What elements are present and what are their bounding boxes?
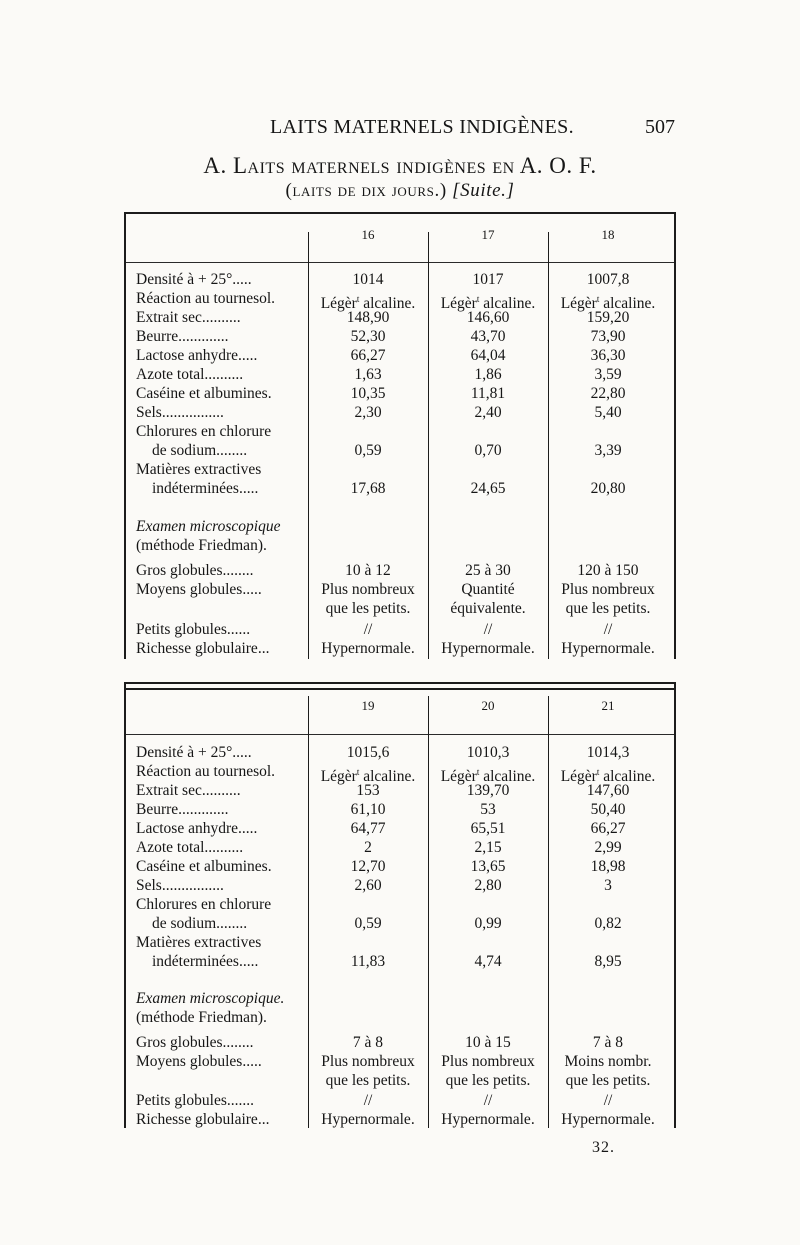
label-densite: Densité à + 25°..... (136, 744, 252, 761)
cell-sels: 2,60 (354, 877, 382, 894)
cell-azote: 1,86 (474, 366, 502, 383)
cell-matieres: 20,80 (590, 480, 626, 497)
cell-sels: 5,40 (594, 404, 622, 421)
signature-mark: 32. (592, 1139, 615, 1156)
label-caseine: Caséine et albumines. (136, 385, 272, 402)
column-number-17: 17 (481, 227, 495, 242)
cell-chlorures: 0,59 (354, 915, 382, 932)
label-azote: Azote total.......... (136, 366, 244, 383)
cell-extrait: 146,60 (466, 309, 510, 326)
label-beurre: Beurre............. (136, 328, 229, 345)
label-extrait: Extrait sec.......... (136, 309, 241, 326)
label-chlorures: Chlorures en chlorure (136, 896, 272, 913)
cell-moyens-1: Plus nombreux (321, 581, 415, 598)
cell-extrait: 153 (356, 782, 380, 799)
data-table-2 (124, 682, 676, 1128)
label-chlorures: Chlorures en chlorure (136, 423, 272, 440)
cell-extrait: 148,90 (346, 309, 390, 326)
cell-petits: // (483, 1092, 493, 1109)
cell-azote: 2 (364, 839, 372, 856)
cell-sels: 2,40 (474, 404, 502, 421)
label-densite: Densité à + 25°..... (136, 271, 252, 288)
label-examen: Examen microscopique. (136, 990, 285, 1007)
cell-caseine: 11,81 (470, 385, 506, 402)
column-number-19: 19 (361, 698, 375, 713)
cell-lactose: 66,27 (590, 820, 626, 837)
cell-moyens-1: Moins nombr. (564, 1053, 652, 1070)
label-sels: Sels................ (136, 404, 224, 421)
cell-chlorures: 0,70 (474, 442, 502, 459)
cell-azote: 3,59 (594, 366, 622, 383)
label-reaction: Réaction au tournesol. (136, 290, 276, 307)
cell-matieres: 4,74 (474, 953, 502, 970)
cell-reaction: Légèr$^t$ alcaline. (320, 294, 416, 313)
cell-moyens-1: Plus nombreux (561, 581, 655, 598)
column-number-20: 20 (481, 698, 495, 713)
label-petits: Petits globules...... (136, 621, 251, 638)
cell-beurre: 43,70 (470, 328, 506, 345)
label-lactose: Lactose anhydre..... (136, 820, 258, 837)
cell-moyens-2: que les petits. (325, 600, 411, 617)
cell-richesse: Hypernormale. (321, 1111, 415, 1128)
cell-chlorures: 0,82 (594, 915, 622, 932)
label-petits: Petits globules....... (136, 1092, 254, 1109)
label-caseine: Caséine et albumines. (136, 858, 272, 875)
cell-petits: // (603, 621, 613, 638)
cell-azote: 2,15 (474, 839, 502, 856)
cell-richesse: Hypernormale. (561, 640, 655, 657)
label-moyens: Moyens globules..... (136, 581, 262, 598)
label-gros: Gros globules........ (136, 1034, 254, 1051)
cell-reaction: Légèr$^t$ alcaline. (560, 767, 656, 786)
label-sodium: de sodium........ (152, 915, 248, 932)
cell-gros: 7 à 8 (592, 1034, 624, 1051)
cell-beurre: 73,90 (590, 328, 626, 345)
cell-richesse: Hypernormale. (321, 640, 415, 657)
cell-richesse: Hypernormale. (561, 1111, 655, 1128)
cell-caseine: 22,80 (590, 385, 626, 402)
label-beurre: Beurre............. (136, 801, 229, 818)
label-matieres: Matières extractives (136, 461, 262, 478)
column-number-16: 16 (361, 227, 375, 242)
column-number-21: 21 (601, 698, 615, 713)
label-richesse: Richesse globulaire... (136, 640, 270, 657)
cell-sels: 2,30 (354, 404, 382, 421)
cell-matieres: 8,95 (594, 953, 622, 970)
label-methode: (méthode Friedman). (136, 1009, 267, 1026)
cell-moyens-2: que les petits. (565, 1072, 651, 1089)
cell-chlorures: 0,99 (474, 915, 502, 932)
cell-petits: // (363, 1092, 373, 1109)
cell-richesse: Hypernormale. (441, 640, 535, 657)
cell-lactose: 65,51 (470, 820, 506, 837)
cell-caseine: 13,65 (470, 858, 506, 875)
cell-extrait: 147,60 (586, 782, 630, 799)
subtitle-suite: [Suite.] (452, 180, 515, 201)
cell-sels: 3 (604, 877, 612, 894)
header-double-rule (126, 688, 674, 690)
label-indeterminees: indéterminées..... (152, 480, 259, 497)
header-rule (126, 262, 674, 263)
label-sodium: de sodium........ (152, 442, 248, 459)
cell-matieres: 11,83 (350, 953, 386, 970)
cell-gros: 10 à 15 (465, 1034, 511, 1051)
cell-chlorures: 0,59 (354, 442, 382, 459)
cell-gros: 7 à 8 (352, 1034, 384, 1051)
label-extrait: Extrait sec.......... (136, 782, 241, 799)
label-examen: Examen microscopique (136, 518, 281, 535)
cell-moyens-1: Plus nombreux (321, 1053, 415, 1070)
cell-extrait: 159,20 (586, 309, 630, 326)
cell-densite: 1007,8 (586, 271, 630, 288)
cell-moyens-2: équivalente. (450, 600, 526, 617)
cell-beurre: 61,10 (350, 801, 386, 818)
running-head-title: LAITS MATERNELS INDIGÈNES. (270, 116, 574, 138)
cell-lactose: 64,77 (350, 820, 386, 837)
cell-reaction: Légèr$^t$ alcaline. (320, 767, 416, 786)
cell-reaction: Légèr$^t$ alcaline. (560, 294, 656, 313)
cell-moyens-2: que les petits. (445, 1072, 531, 1089)
cell-caseine: 12,70 (350, 858, 386, 875)
page-number: 507 (645, 116, 675, 138)
cell-richesse: Hypernormale. (441, 1111, 535, 1128)
column-number-18: 18 (601, 227, 615, 242)
cell-densite: 1017 (472, 271, 504, 288)
cell-moyens-1: Plus nombreux (441, 1053, 535, 1070)
running-head (0, 116, 800, 146)
label-matieres: Matières extractives (136, 934, 262, 951)
label-richesse: Richesse globulaire... (136, 1111, 270, 1128)
cell-densite: 1015,6 (346, 744, 390, 761)
cell-gros: 120 à 150 (577, 562, 639, 579)
label-methode: (méthode Friedman). (136, 537, 267, 554)
title-prefix: A. (203, 153, 233, 178)
cell-petits: // (363, 621, 373, 638)
cell-azote: 2,99 (594, 839, 622, 856)
label-indeterminees: indéterminées..... (152, 953, 259, 970)
cell-chlorures: 3,39 (594, 442, 622, 459)
page-title (0, 153, 800, 179)
cell-lactose: 66,27 (350, 347, 386, 364)
page-subtitle (0, 180, 800, 202)
cell-lactose: 64,04 (470, 347, 506, 364)
title-suffix: A. O. F. (514, 153, 597, 178)
cell-reaction: Légèr$^t$ alcaline. (440, 767, 536, 786)
label-azote: Azote total.......... (136, 839, 244, 856)
cell-densite: 1014 (352, 271, 384, 288)
cell-petits: // (603, 1092, 613, 1109)
cell-extrait: 139,70 (466, 782, 510, 799)
label-lactose: Lactose anhydre..... (136, 347, 258, 364)
cell-moyens-2: que les petits. (565, 600, 651, 617)
cell-moyens-1: Quantité (461, 581, 515, 598)
cell-beurre: 53 (480, 801, 496, 818)
label-gros: Gros globules........ (136, 562, 254, 579)
cell-lactose: 36,30 (590, 347, 626, 364)
cell-petits: // (483, 621, 493, 638)
cell-azote: 1,63 (354, 366, 382, 383)
label-moyens: Moyens globules..... (136, 1053, 262, 1070)
cell-reaction: Légèr$^t$ alcaline. (440, 294, 536, 313)
subtitle-main: (laits de dix jours.) (285, 180, 447, 201)
header-rule (126, 734, 674, 735)
cell-matieres: 17,68 (350, 480, 386, 497)
cell-densite: 1010,3 (466, 744, 510, 761)
cell-beurre: 50,40 (590, 801, 626, 818)
title-main: Laits maternels indigènes en (232, 153, 515, 178)
label-sels: Sels................ (136, 877, 224, 894)
cell-gros: 10 à 12 (345, 562, 391, 579)
cell-moyens-2: que les petits. (325, 1072, 411, 1089)
cell-caseine: 18,98 (590, 858, 626, 875)
cell-sels: 2,80 (474, 877, 502, 894)
data-table-1 (124, 212, 676, 659)
label-reaction: Réaction au tournesol. (136, 763, 276, 780)
cell-beurre: 52,30 (350, 328, 386, 345)
cell-densite: 1014,3 (586, 744, 630, 761)
cell-gros: 25 à 30 (465, 562, 511, 579)
cell-caseine: 10,35 (350, 385, 386, 402)
cell-matieres: 24,65 (470, 480, 506, 497)
